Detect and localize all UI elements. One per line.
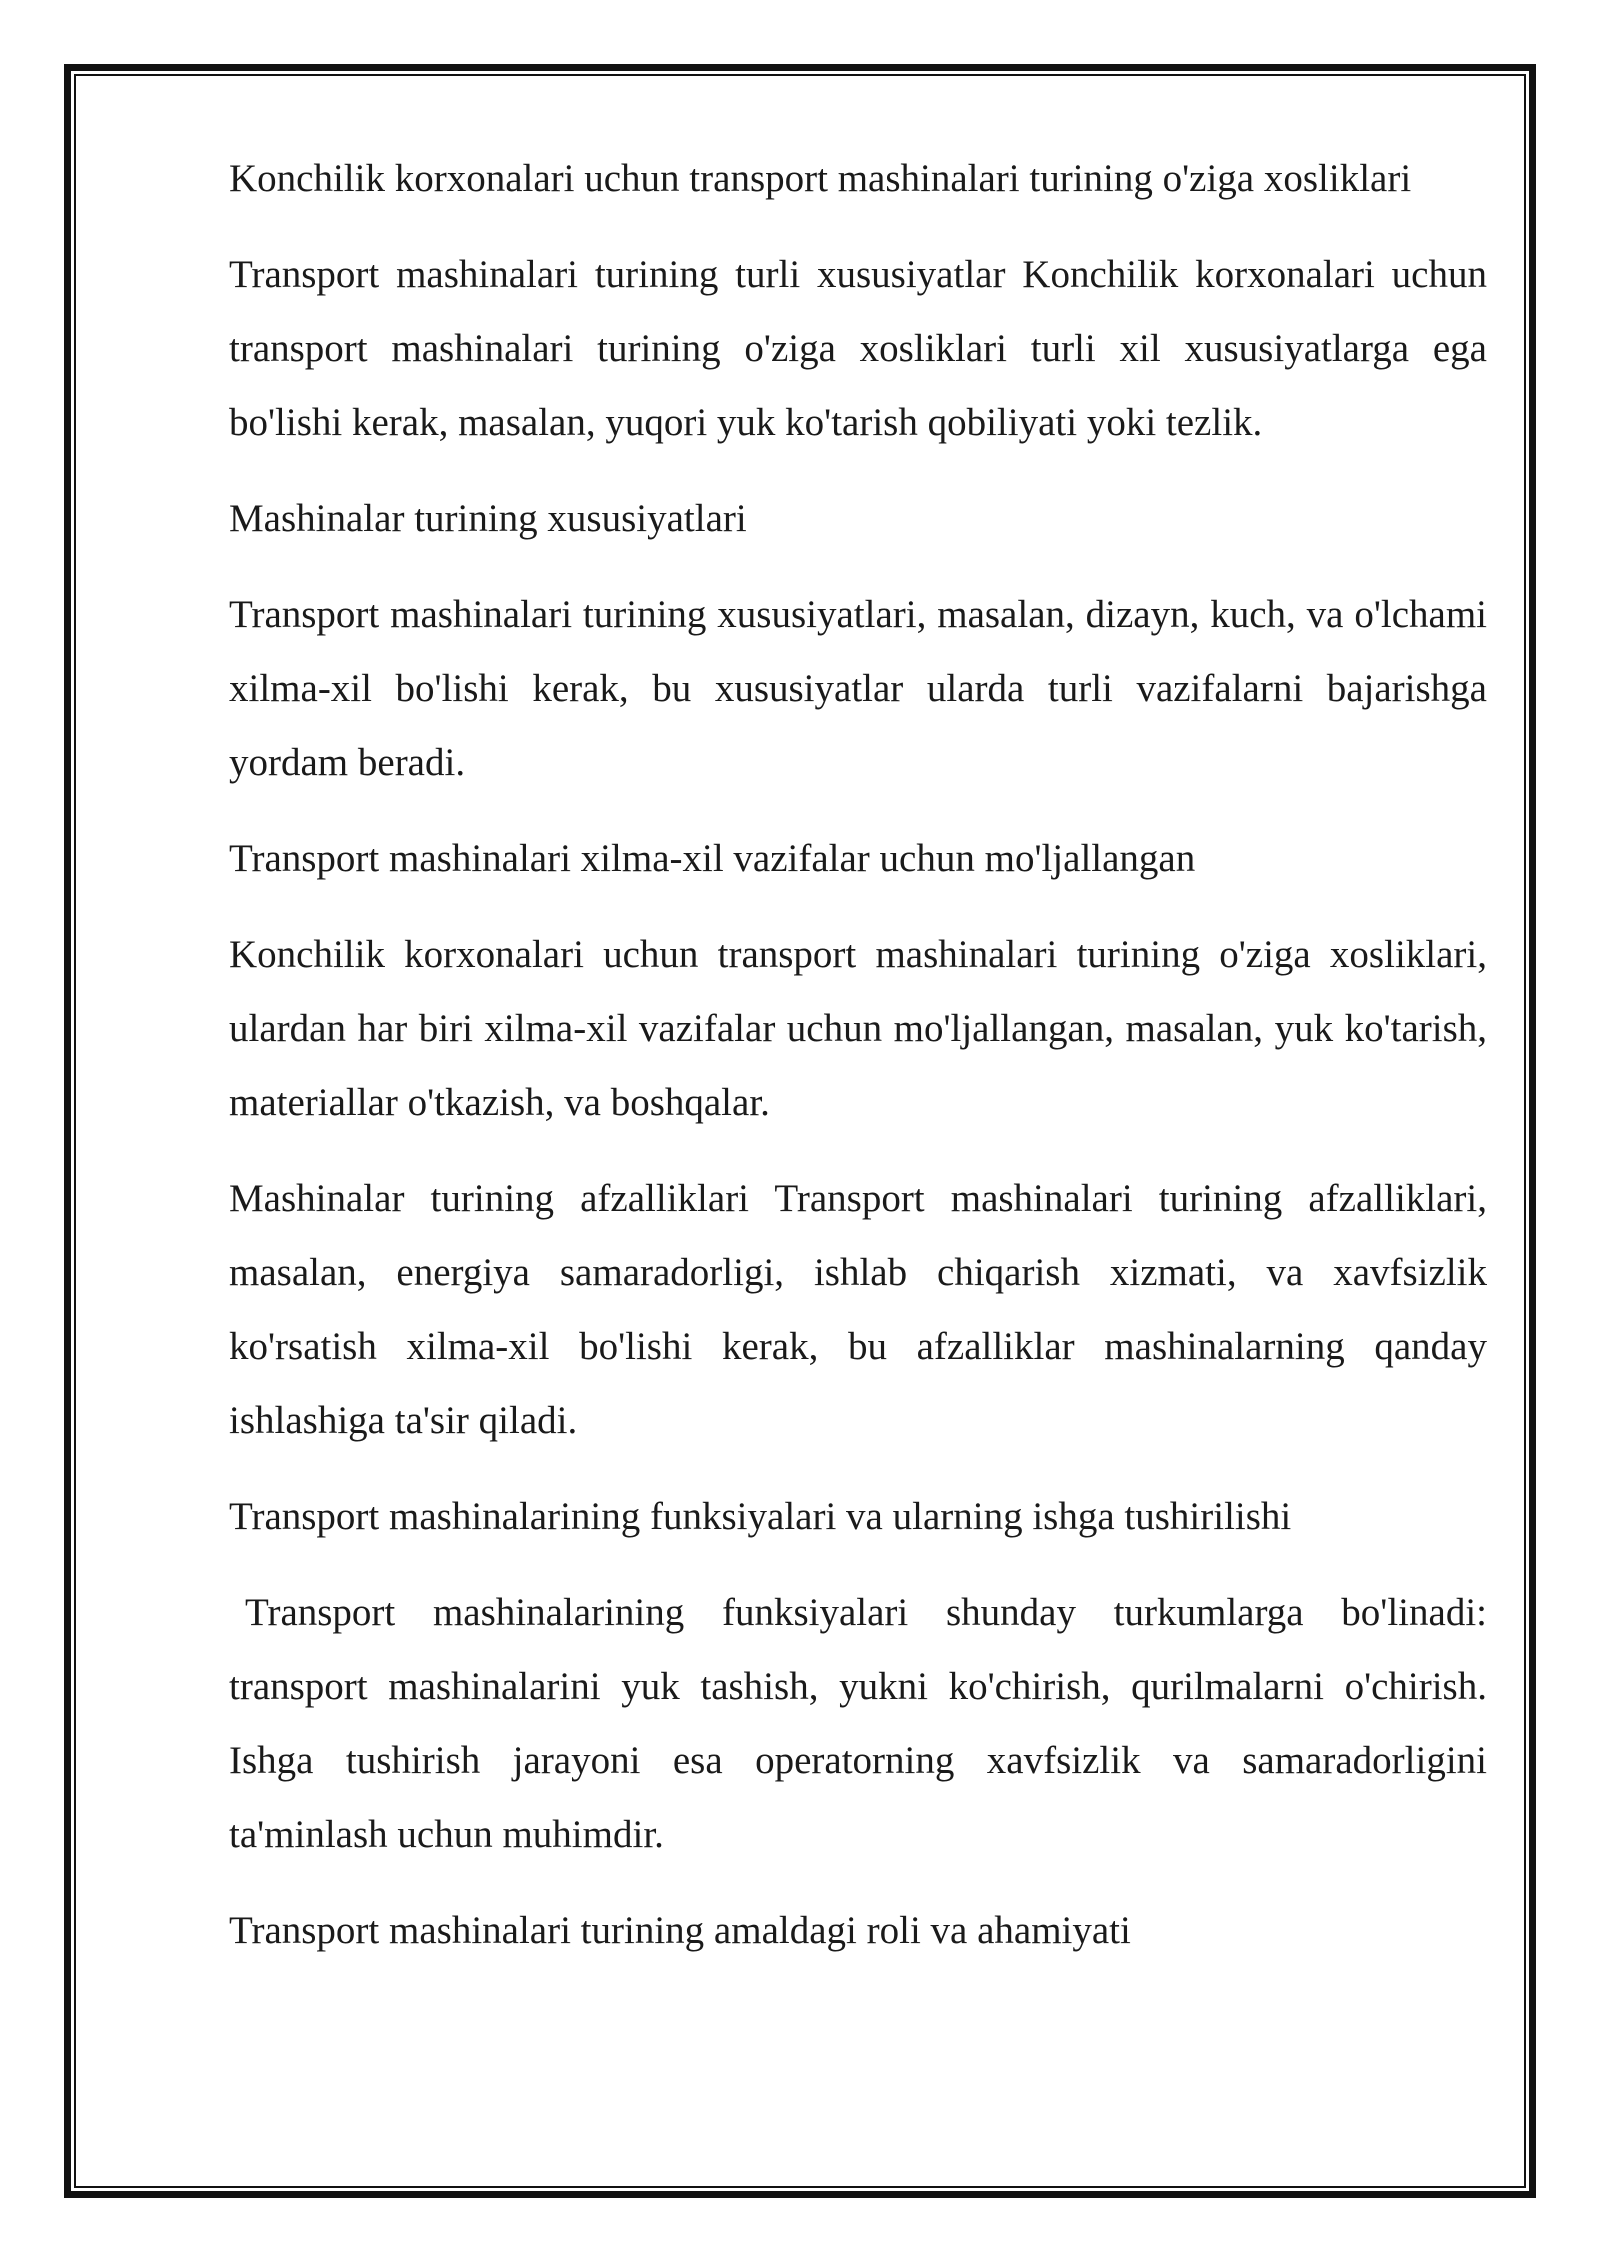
body-paragraph: Mashinalar turining afzalliklari Transport mashinalari turining afzalliklari, masalan, energiya samaradorligi, ishlab chiqarish xizmati, va xavfsizlik ko'rsatish xilma-xil bo'lishi kerak, bu afzalliklar mashinalarning qanday ishlashiga ta'sir qiladi.	[229, 1177, 1487, 1442]
body-paragraph: Transport mashinalari turining turli xususiyatlar Konchilik korxonalari uchun transport mashinalari turining o'ziga xosliklari turli xil xususiyatlarga ega bo'lishi kerak, masalan, yuqori yuk ko'tarish qobiliyati yoki tezlik.	[229, 253, 1487, 444]
body-paragraph: Konchilik korxonalari uchun transport mashinalari turining o'ziga xosliklari, ulardan har biri xilma-xil vazifalar uchun mo'ljallangan, masalan, yuk ko'tarish, materiallar o'tkazish, va boshqalar.	[229, 933, 1487, 1124]
document-body	[229, 142, 1487, 1990]
body-paragraph: Transport mashinalari turining xususiyatlari, masalan, dizayn, kuch, va o'lchami xilma-xil bo'lishi kerak, bu xususiyatlar ularda turli vazifalarni bajarishga yordam beradi.	[229, 593, 1487, 784]
section-heading: Transport mashinalari xilma-xil vazifalar uchun mo'ljallangan	[229, 837, 1196, 880]
section-heading: Transport mashinalari turining amaldagi roli va ahamiyati	[229, 1909, 1131, 1952]
body-paragraph: Transport mashinalarining funksiyalari shunday turkumlarga bo'linadi: transport mashinalarini yuk tashish, yukni ko'chirish, qurilmalarni o'chirish. Ishga tushirish jarayoni esa operatorning xavfsizlik va samaradorligini ta'minlash uchun muhimdir.	[229, 1591, 1487, 1856]
section-heading: Mashinalar turining xususiyatlari	[229, 497, 747, 540]
section-heading: Konchilik korxonalari uchun transport mashinalari turining o'ziga xosliklari	[229, 157, 1412, 200]
section-heading: Transport mashinalarining funksiyalari va ularning ishga tushirilishi	[229, 1495, 1292, 1538]
